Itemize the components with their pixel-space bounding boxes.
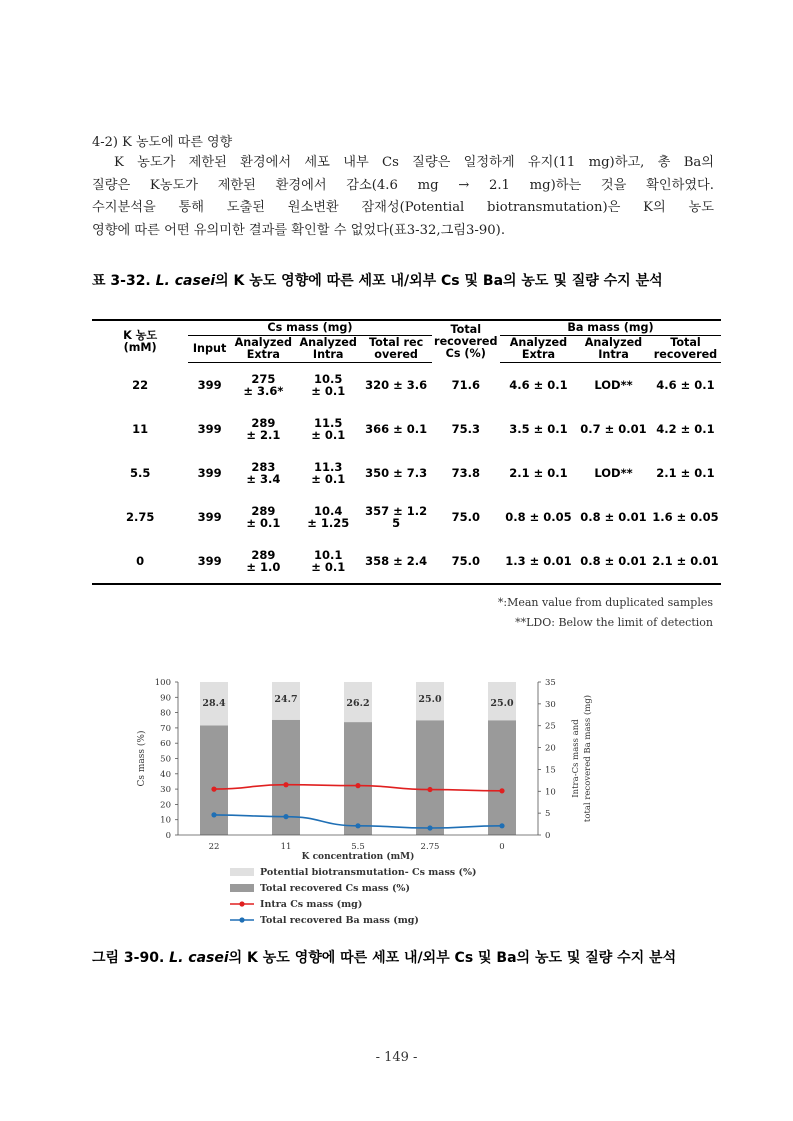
table-cell-ba-intra: 0.7 ± 0.01 bbox=[580, 422, 647, 436]
legend-label: Total recovered Ba mass (mg) bbox=[260, 915, 419, 926]
y-tick-label-left: 80 bbox=[160, 708, 171, 719]
series-point bbox=[283, 782, 288, 787]
section-heading: 4-2) K 농도에 따른 영향 bbox=[92, 135, 233, 150]
y-tick-label-left: 50 bbox=[160, 754, 171, 765]
paragraph-line: 질량은 K농도가 제한된 환경에서 감소(4.6 mg → 2.1 mg)하는 것을 확인하였다. bbox=[92, 177, 714, 193]
table-cell-ba-intra: 0.8 ± 0.01 bbox=[577, 539, 650, 584]
x-axis-label: K concentration (mM) bbox=[301, 852, 415, 862]
chart-bars bbox=[200, 682, 516, 835]
table-row bbox=[92, 363, 721, 408]
y-tick-label-left: 0 bbox=[165, 831, 171, 841]
y-tick-label-right: 15 bbox=[545, 765, 556, 776]
table-caption-suffix: 의 K 농도 영향에 따른 세포 내/외부 Cs 및 Ba의 농도 및 질량 수지 분석 bbox=[215, 273, 663, 289]
series-point bbox=[211, 812, 216, 817]
y-tick-label-left: 20 bbox=[160, 800, 171, 811]
paragraph-line: K 농도가 제한된 환경에서 세포 내부 Cs 질량은 일정하게 유지(11 mg)하고, 총 Ba의 bbox=[114, 155, 714, 170]
table-cell-cs-total: 320 ± 3.6 bbox=[365, 378, 428, 392]
bar-total-recovered-cs bbox=[344, 722, 372, 835]
table-cell-cs-intra: 10.1 ± 0.1 bbox=[296, 539, 361, 584]
figure-caption bbox=[92, 947, 717, 969]
x-tick-label: 11 bbox=[280, 842, 292, 852]
table-cell-cs-extra: 289 ± 1.0 bbox=[231, 539, 296, 584]
bar-data-label: 25.0 bbox=[418, 694, 442, 705]
y-tick-label-left: 100 bbox=[154, 678, 171, 688]
y-tick-label-right: 10 bbox=[545, 787, 556, 798]
table-cell-ba-extra: 2.1 ± 0.1 bbox=[509, 466, 568, 480]
bar-total-recovered-cs bbox=[200, 725, 228, 835]
table-cell-ba-intra: 0.8 ± 0.01 bbox=[580, 510, 647, 524]
table-caption-prefix: 표 3-32. bbox=[92, 273, 156, 289]
table-note-mean: *:Mean value from duplicated samples bbox=[497, 596, 713, 609]
table-note-lod: **LDO: Below the limit of detection bbox=[515, 616, 713, 629]
paragraph-line: 영향에 따른 어떤 유의미한 결과를 확인할 수 없었다(표3-32,그림3-90). bbox=[92, 222, 506, 238]
x-tick-label: 22 bbox=[208, 842, 220, 852]
table-cell-cs-extra: 283 ± 3.4 bbox=[246, 460, 281, 486]
y-tick-label-left: 30 bbox=[160, 785, 171, 796]
bar-data-label: 24.7 bbox=[274, 694, 298, 705]
table-row bbox=[92, 539, 721, 584]
bar-data-label: 25.0 bbox=[490, 698, 514, 709]
table-cell-cs-total: 366 ± 0.1 bbox=[365, 422, 428, 436]
bar-total-recovered-cs bbox=[488, 720, 516, 835]
table-cell-cs-extra: 289 ± 0.1 bbox=[246, 504, 281, 530]
table-cell-ba-total: 1.6 ± 0.05 bbox=[652, 510, 719, 524]
table-cell-ba-intra: LOD** bbox=[594, 466, 633, 480]
table-cell-cs-extra: 275 ± 3.6* bbox=[243, 372, 284, 398]
table-row bbox=[92, 407, 721, 451]
table-cell-ba-total: 4.6 ± 0.1 bbox=[656, 378, 715, 392]
y-tick-label-left: 90 bbox=[160, 693, 171, 704]
y-tick-label-right: 35 bbox=[545, 678, 556, 688]
table-cell-ba-intra: LOD** bbox=[594, 378, 633, 392]
header-cs-mass: Cs mass (mg) bbox=[188, 320, 431, 336]
table-cell-cs-total: 350 ± 7.3 bbox=[365, 466, 428, 480]
figure-caption-prefix: 그림 3-90. bbox=[92, 950, 170, 966]
table-cell-k: 22 bbox=[132, 377, 149, 392]
y-tick-label-left: 60 bbox=[160, 739, 171, 750]
legend-swatch bbox=[230, 884, 254, 892]
series-point bbox=[499, 823, 504, 828]
table-cell-ba-total: 4.2 ± 0.1 bbox=[656, 422, 715, 436]
y-tick-label-left: 40 bbox=[160, 769, 171, 780]
mass-balance-table bbox=[92, 319, 721, 585]
body-paragraph bbox=[92, 152, 714, 242]
legend-label: Intra Cs mass (mg) bbox=[260, 899, 363, 910]
header-ba-mass: Ba mass (mg) bbox=[500, 320, 721, 336]
paragraph-line: 수지분석을 통해 도출된 원소변환 잠재성(Potential biotransmutation)은 K의 농도 bbox=[92, 200, 714, 215]
table-cell-cs-intra: 11.5 ± 0.1 bbox=[311, 416, 346, 442]
table-cell-recovered: 71.6 bbox=[451, 377, 480, 392]
figure-caption-species: L. casei bbox=[169, 950, 229, 966]
table-cell-input: 399 bbox=[188, 539, 231, 584]
table-cell-k: 2.75 bbox=[125, 510, 155, 524]
table-cell-ba-extra: 4.6 ± 0.1 bbox=[509, 378, 568, 392]
table-cell-cs-extra: 289 ± 2.1 bbox=[246, 416, 281, 442]
table-caption bbox=[92, 270, 717, 292]
table-caption-species: L. casei bbox=[155, 273, 216, 289]
header-cs-total: Total rec overed bbox=[361, 336, 432, 363]
y-tick-label-right: 30 bbox=[545, 699, 556, 710]
k-concentration-chart bbox=[130, 670, 610, 938]
table-cell-k: 11 bbox=[132, 422, 149, 436]
legend-marker bbox=[239, 901, 244, 906]
x-tick-label: 2.75 bbox=[420, 842, 440, 852]
y-tick-label-left: 70 bbox=[160, 723, 171, 734]
y-axis-label-right: total recovered Ba mass (mg) bbox=[583, 694, 593, 823]
legend-marker bbox=[239, 917, 244, 922]
table-cell-recovered: 73.8 bbox=[451, 466, 480, 480]
header-input: Input bbox=[188, 336, 231, 363]
y-tick-label-right: 5 bbox=[545, 809, 551, 820]
header-total-recovered-cs: Total recovered Cs (%) bbox=[432, 320, 500, 363]
y-tick-label-right: 0 bbox=[545, 831, 551, 841]
series-point bbox=[355, 783, 360, 788]
table-cell-ba-total: 2.1 ± 0.1 bbox=[656, 466, 715, 480]
table-cell-ba-extra: 1.3 ± 0.01 bbox=[500, 539, 577, 584]
table-row bbox=[92, 451, 721, 495]
table-cell-ba-extra: 0.8 ± 0.05 bbox=[505, 510, 572, 524]
figure-caption-suffix: 의 K 농도 영향에 따른 세포 내/외부 Cs 및 Ba의 농도 및 질량 수지 분석 bbox=[228, 950, 677, 966]
legend-label: Potential biotransmutation- Cs mass (%) bbox=[260, 867, 477, 878]
table-row bbox=[92, 495, 721, 539]
legend-label: Total recovered Cs mass (%) bbox=[260, 883, 410, 894]
chart-legend bbox=[230, 867, 476, 926]
table-cell-cs-total: 358 ± 2.4 bbox=[361, 539, 432, 584]
table-cell-cs-intra: 10.4 ± 1.25 bbox=[307, 504, 350, 530]
series-point bbox=[499, 788, 504, 793]
legend-swatch bbox=[230, 868, 254, 876]
series-point bbox=[283, 814, 288, 819]
y-axis-label-left: Cs mass (%) bbox=[137, 730, 147, 787]
table-cell-cs-total: 357 ± 1.2 5 bbox=[365, 504, 428, 530]
header-ba-total: Total recovered bbox=[650, 336, 721, 363]
table-cell-ba-extra: 3.5 ± 0.1 bbox=[509, 422, 568, 436]
table-cell-recovered: 75.0 bbox=[432, 539, 500, 584]
series-point bbox=[355, 823, 360, 828]
table-cell-cs-intra: 11.3 ± 0.1 bbox=[311, 460, 346, 486]
page-number: - 149 - bbox=[375, 1050, 418, 1065]
y-tick-label-right: 25 bbox=[545, 721, 556, 732]
bar-data-label: 28.4 bbox=[202, 698, 226, 709]
bar-total-recovered-cs bbox=[416, 720, 444, 835]
header-ba-intra: Analyzed Intra bbox=[577, 336, 650, 363]
header-cs-extra: Analyzed Extra bbox=[231, 336, 296, 363]
table-cell-ba-total: 2.1 ± 0.01 bbox=[650, 539, 721, 584]
header-ba-extra: Analyzed Extra bbox=[500, 336, 577, 363]
bar-data-label: 26.2 bbox=[346, 698, 370, 709]
header-k-conc: K 농도 (mM) bbox=[92, 320, 188, 363]
table-cell-input: 399 bbox=[197, 422, 222, 436]
table-cell-input: 399 bbox=[197, 510, 222, 524]
x-tick-label: 5.5 bbox=[351, 842, 365, 852]
series-point bbox=[211, 787, 216, 792]
table-cell-cs-intra: 10.5 ± 0.1 bbox=[311, 372, 346, 398]
table-cell-input: 399 bbox=[197, 466, 222, 480]
table-cell-recovered: 75.0 bbox=[451, 510, 480, 524]
y-tick-label-right: 20 bbox=[545, 743, 556, 754]
series-point bbox=[427, 825, 432, 830]
table-cell-input: 399 bbox=[197, 378, 222, 392]
y-tick-label-left: 10 bbox=[160, 815, 171, 826]
table-cell-k: 5.5 bbox=[129, 466, 151, 480]
x-tick-label: 0 bbox=[499, 842, 505, 852]
table-cell-recovered: 75.3 bbox=[451, 422, 480, 436]
table-cell-k: 0 bbox=[92, 539, 188, 584]
series-point bbox=[427, 787, 432, 792]
header-cs-intra: Analyzed Intra bbox=[296, 336, 361, 363]
y-axis-label-right: Intra-Cs mass and bbox=[571, 719, 581, 798]
